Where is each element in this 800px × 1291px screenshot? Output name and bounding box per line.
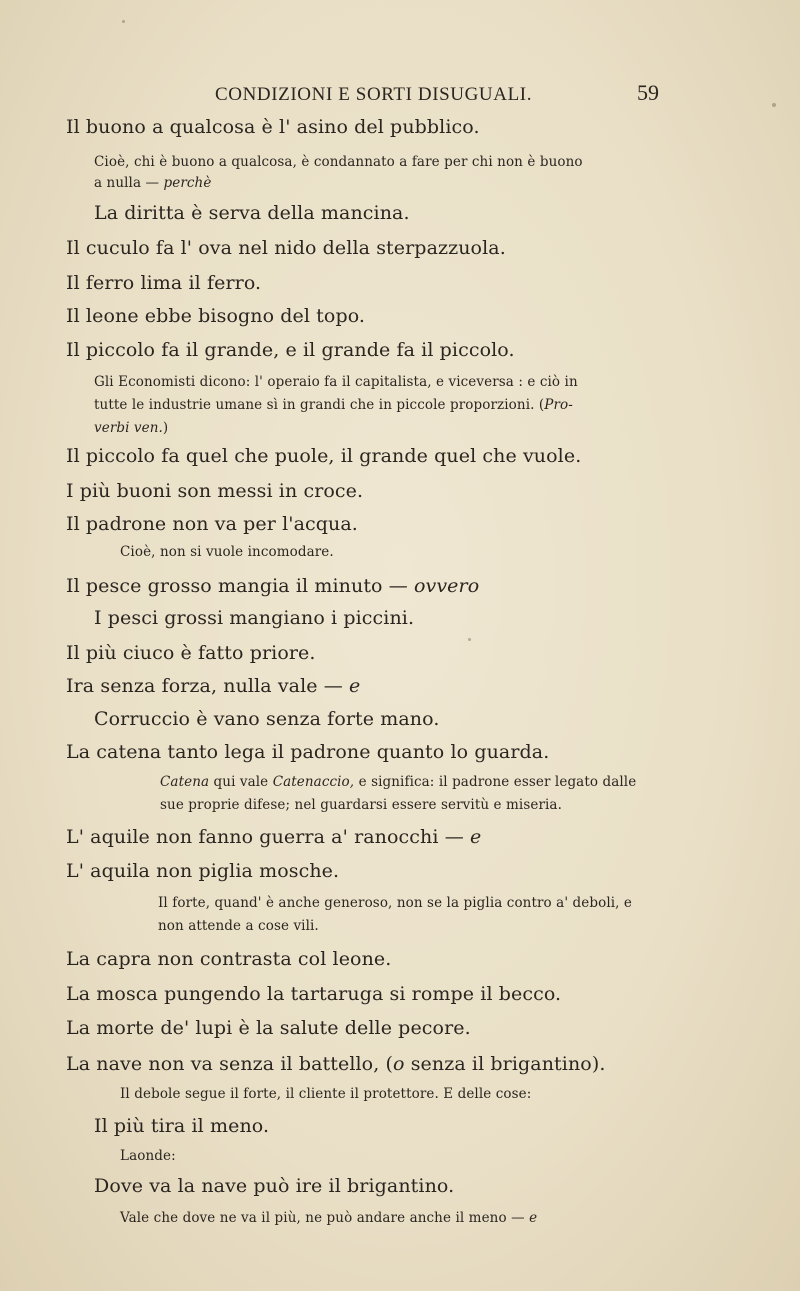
italic-word: Catena	[160, 774, 210, 790]
proverb-line: Il cuculo fa l' ova nel nido della sterpazzuola.	[66, 237, 506, 259]
italic-word: perchè	[163, 175, 212, 191]
note-line: a nulla — perchè	[94, 175, 212, 191]
running-title: CONDIZIONI E SORTI DISUGUALI.	[215, 84, 533, 105]
proverb-line: Il piccolo fa quel che puole, il grande quel che vuole.	[66, 445, 582, 467]
italic-word: e	[349, 675, 361, 697]
proverb-line: Il pesce grosso mangia il minuto — ovvero	[66, 575, 480, 597]
proverb-line: Corruccio è vano senza forte mano.	[94, 708, 440, 730]
proverb-line: Il ferro lima il ferro.	[66, 272, 262, 294]
note-line: Catena qui vale Catenaccio, e significa: il padrone esser legato dalle	[160, 774, 637, 790]
proverb-line: La diritta è serva della mancina.	[94, 202, 410, 224]
proverb-line: Il leone ebbe bisogno del topo.	[66, 305, 366, 327]
proverb-line: Il più ciuco è fatto priore.	[66, 642, 316, 664]
paper-speck	[122, 20, 125, 23]
note-line: Laonde:	[120, 1148, 176, 1164]
note-line: Vale che dove ne va il più, ne può andare anche il meno — e	[120, 1210, 538, 1226]
italic-word: Catenaccio,	[272, 774, 355, 790]
paper-speck	[772, 103, 776, 107]
proverb-line: Il buono a qualcosa è l' asino del pubblico.	[66, 116, 480, 138]
italic-word: ovvero	[413, 575, 480, 597]
italic-word: verbi ven.	[94, 420, 163, 436]
note-line: Cioè, chi è buono a qualcosa, è condannato a fare per chi non è buono	[94, 154, 583, 170]
italic-word: e	[529, 1210, 538, 1226]
proverb-line: Il padrone non va per l'acqua.	[66, 513, 358, 535]
italic-word: o	[393, 1053, 405, 1075]
proverb-line: La mosca pungendo la tartaruga si rompe il becco.	[66, 983, 562, 1005]
proverb-line: I più buoni son messi in croce.	[66, 480, 364, 502]
proverb-line: Ira senza forza, nulla vale — e	[66, 675, 361, 697]
italic-word: Pro-	[544, 397, 573, 413]
note-line: Il forte, quand' è anche generoso, non se la piglia contro a' deboli, e	[158, 895, 633, 911]
paper-speck	[468, 638, 471, 641]
proverb-line: La nave non va senza il battello, (o senza il brigantino).	[66, 1053, 606, 1075]
italic-word: e	[469, 826, 482, 848]
proverb-line: Dove va la nave può ire il brigantino.	[94, 1175, 455, 1197]
note-line: sue proprie difese; nel guardarsi essere servitù e miseria.	[160, 797, 562, 813]
proverb-line: Il piccolo fa il grande, e il grande fa il piccolo.	[66, 339, 515, 361]
proverb-line: La capra non contrasta col leone.	[66, 948, 392, 970]
note-line: Il debole segue il forte, il cliente il protettore. E delle cose:	[120, 1086, 532, 1102]
note-line: Cioè, non si vuole incomodare.	[120, 544, 334, 560]
proverb-line: I pesci grossi mangiano i piccini.	[94, 607, 415, 629]
proverb-line: L' aquile non fanno guerra a' ranocchi — e	[66, 826, 482, 848]
note-line: tutte le industrie umane sì in grandi che in piccole proporzioni. (Pro-	[94, 397, 573, 413]
note-line: verbi ven.)	[94, 420, 169, 436]
note-line: Gli Economisti dicono: l' operaio fa il capitalista, e viceversa : e ciò in	[94, 374, 578, 390]
proverb-line: La catena tanto lega il padrone quanto lo guarda.	[66, 741, 550, 763]
proverb-line: La morte de' lupi è la salute delle pecore.	[66, 1017, 471, 1039]
note-line: non attende a cose vili.	[158, 918, 319, 934]
proverb-line: Il più tira il meno.	[94, 1115, 270, 1137]
page-number: 59	[637, 80, 659, 105]
proverb-line: L' aquila non piglia mosche.	[66, 860, 340, 882]
